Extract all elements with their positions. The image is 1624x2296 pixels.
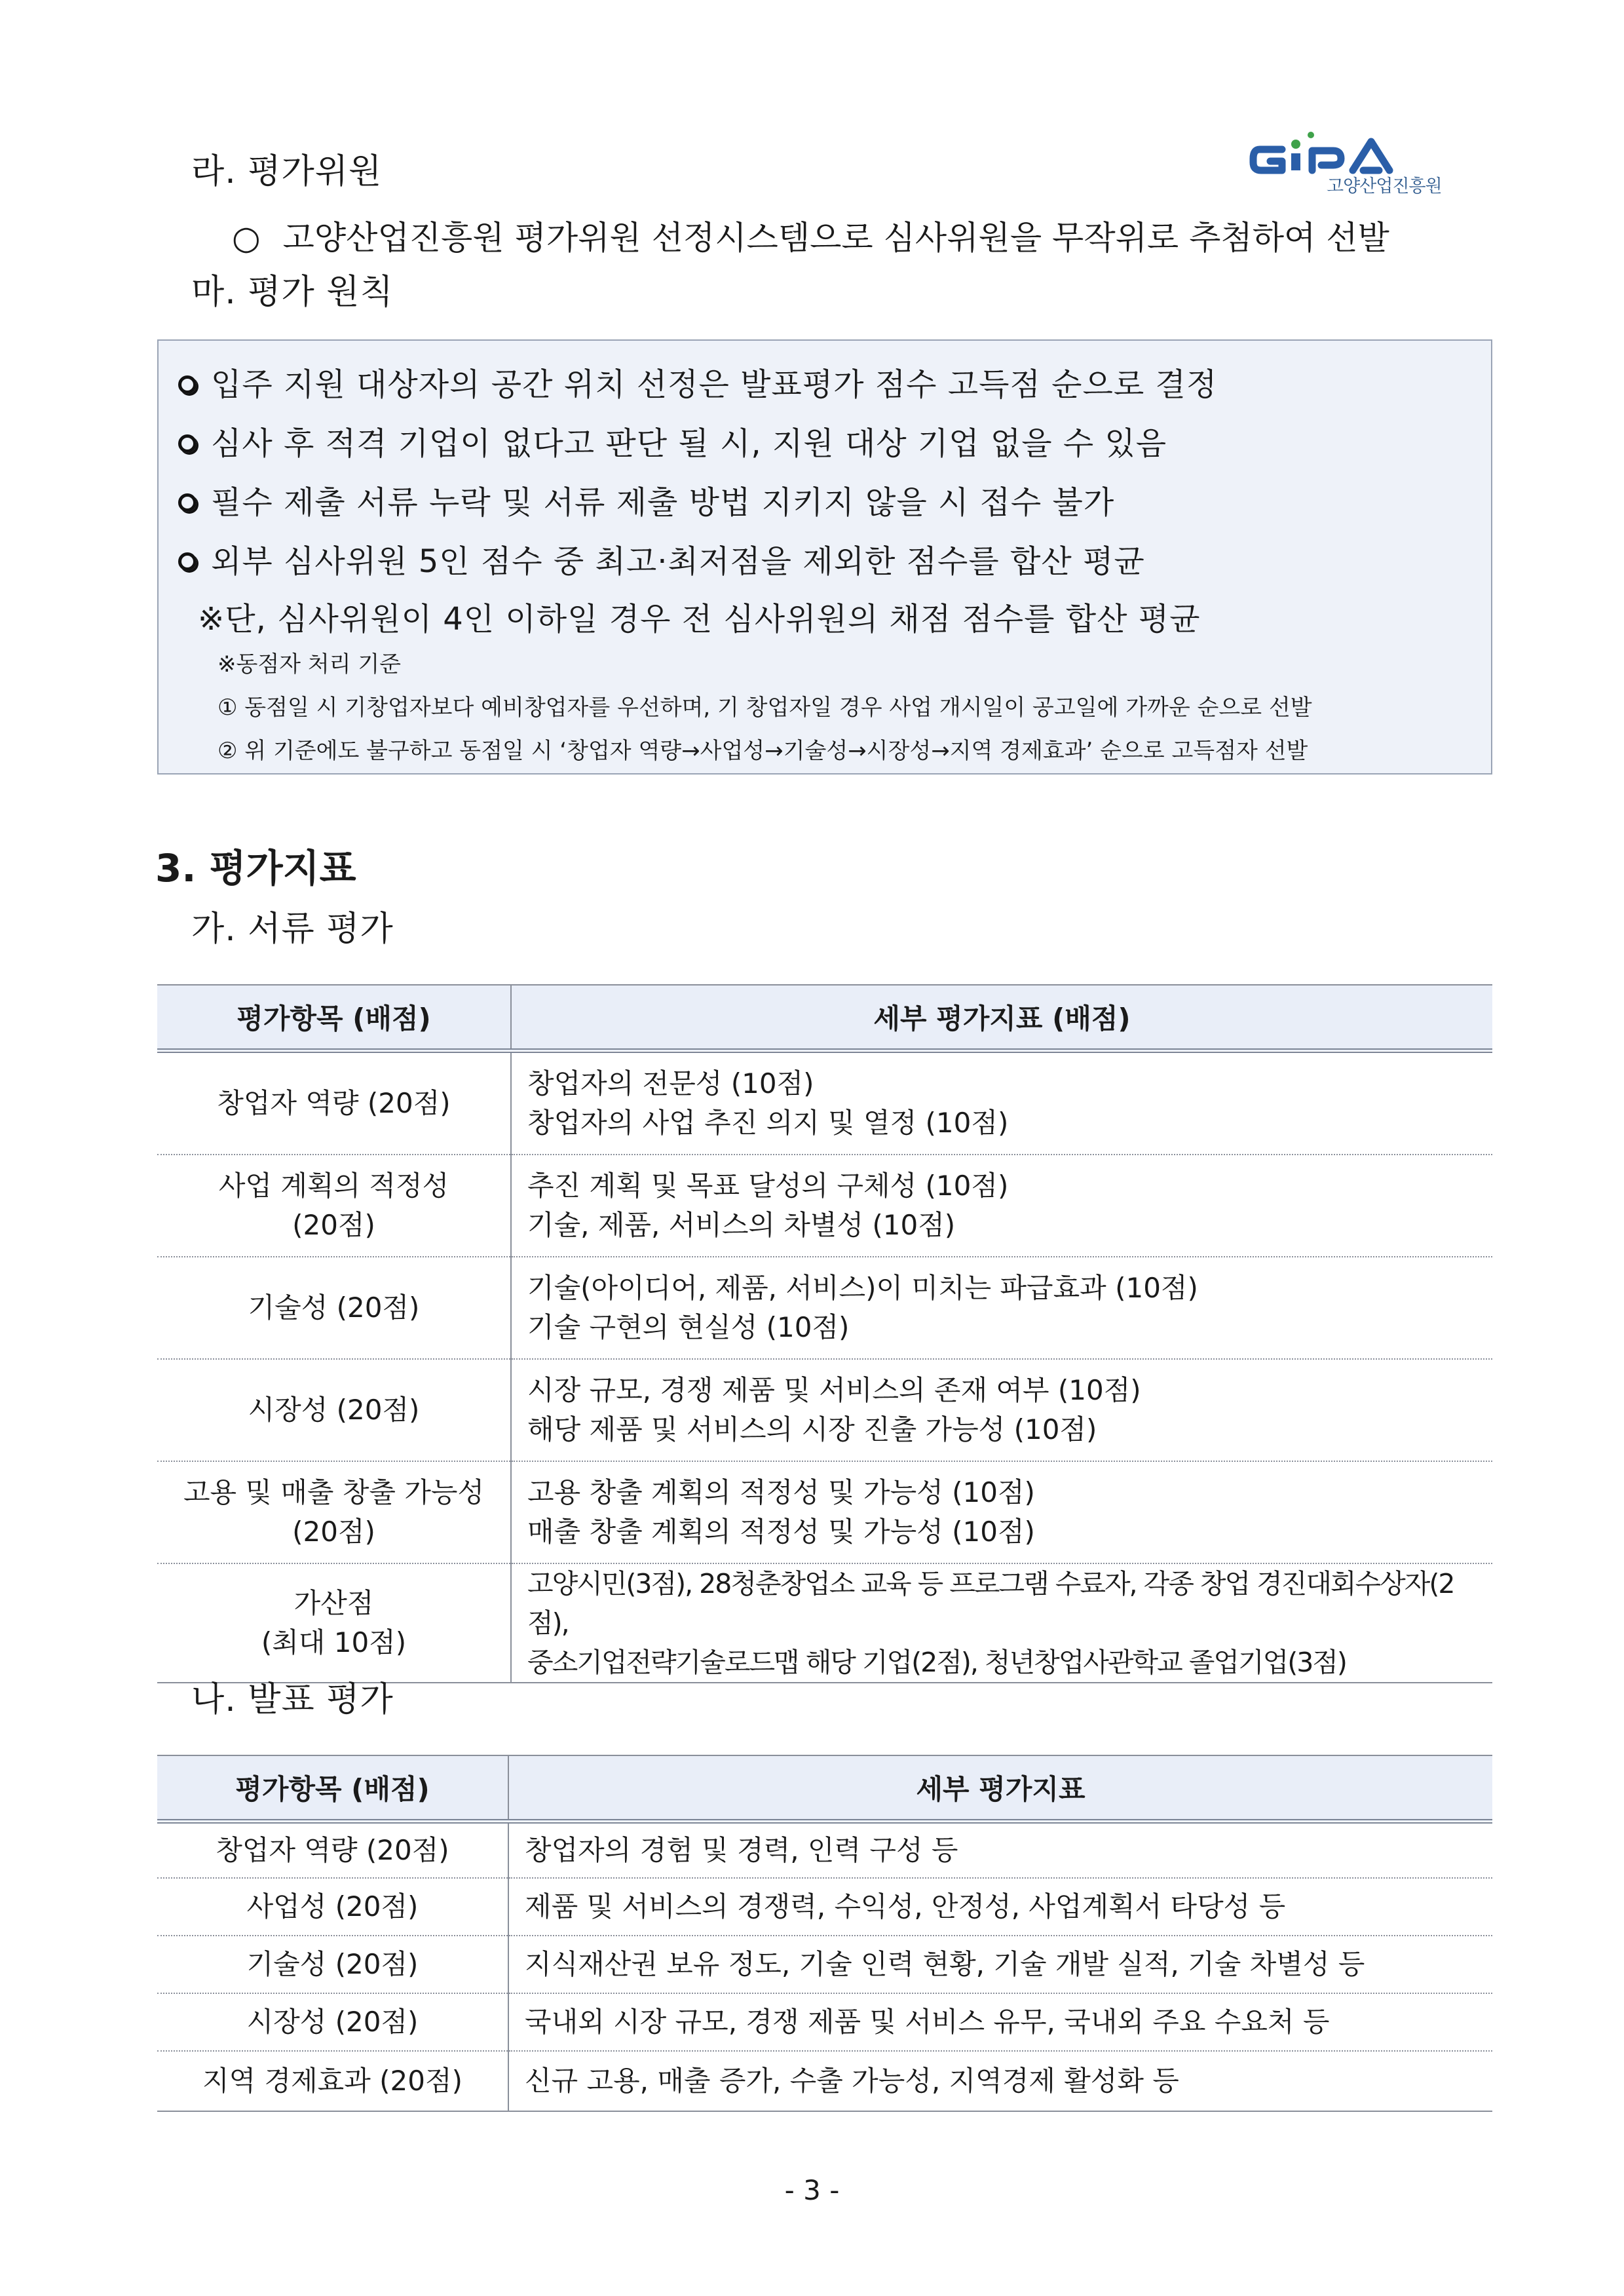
circle-bullet-icon: ○	[232, 219, 261, 257]
eval-item: 기술성 (20점)	[157, 1257, 511, 1359]
column-header: 평가항목 (배점)	[157, 985, 511, 1051]
eval-item: 사업성 (20점)	[157, 1878, 508, 1936]
presentation-eval-table	[157, 1755, 1492, 2112]
column-header: 세부 평가지표 (배점)	[511, 985, 1492, 1051]
eval-item: 고용 및 매출 창출 가능성 (20점)	[157, 1461, 511, 1563]
eval-detail: 신규 고용, 매출 증가, 수출 가능성, 지역경제 활성화 등	[508, 2051, 1492, 2111]
table-row	[157, 1051, 1492, 1155]
table-header-row	[157, 1755, 1492, 1822]
eval-item: 지역 경제효과 (20점)	[157, 2051, 508, 2111]
heading-document-eval: 가. 서류 평가	[191, 909, 394, 949]
table-row	[157, 1993, 1492, 2051]
table-row	[157, 1563, 1492, 1683]
heading-principles: 마. 평가 원칙	[191, 273, 394, 312]
shadowed-circle-bullet-icon	[178, 375, 197, 394]
tie-rule-title: ※동점자 처리 기준	[217, 651, 402, 678]
shadowed-circle-bullet-icon	[178, 493, 197, 512]
table-row	[157, 1936, 1492, 1993]
eval-item: 사업 계획의 적정성 (20점)	[157, 1155, 511, 1257]
principle-item: 외부 심사위원 5인 점수 중 최고·최저점을 제외한 점수를 합산 평균	[178, 536, 1145, 581]
table-row	[157, 1461, 1492, 1563]
principles-box	[157, 339, 1492, 775]
logo-org-name: 고양산업진흥원	[1327, 176, 1442, 197]
eval-detail: 국내외 시장 규모, 경쟁 제품 및 서비스 유무, 국내외 주요 수요처 등	[508, 1993, 1492, 2051]
eval-item: 창업자 역량 (20점)	[157, 1822, 508, 1878]
shadowed-circle-bullet-icon	[178, 434, 197, 453]
eval-details: 고용 창출 계획의 적정성 및 가능성 (10점) 매출 창출 계획의 적정성 및 가능성 (10점)	[511, 1461, 1492, 1563]
table-row	[157, 1155, 1492, 1257]
table-row	[157, 1257, 1492, 1359]
eval-item: 시장성 (20점)	[157, 1993, 508, 2051]
principle-item: 입주 지원 대상자의 공간 위치 선정은 발표평가 점수 고득점 순으로 결정	[178, 359, 1217, 404]
column-header: 평가항목 (배점)	[157, 1755, 508, 1822]
eval-item: 가산점 (최대 10점)	[157, 1563, 511, 1683]
section-title-eval-index: 3. 평가지표	[155, 846, 356, 890]
principle-item: 필수 제출 서류 누락 및 서류 제출 방법 지키지 않을 시 접수 불가	[178, 477, 1114, 522]
table-row	[157, 1359, 1492, 1461]
eval-item: 시장성 (20점)	[157, 1359, 511, 1461]
table-row	[157, 1822, 1492, 1878]
tie-rule-1: ① 동점일 시 기창업자보다 예비창업자를 우선하며, 기 창업자일 경우 사업 개시일이 공고일에 가까운 순으로 선발	[217, 695, 1312, 721]
principle-item: 심사 후 적격 기업이 없다고 판단 될 시, 지원 대상 기업 없을 수 있음	[178, 418, 1167, 463]
eval-details: 기술(아이디어, 제품, 서비스)이 미치는 파급효과 (10점) 기술 구현의 현실성 (10점)	[511, 1257, 1492, 1359]
table-row	[157, 2051, 1492, 2111]
eval-item: 창업자 역량 (20점)	[157, 1051, 511, 1155]
heading-evaluators: 라. 평가위원	[191, 152, 383, 191]
principle-note: ※단, 심사위원이 4인 이하일 경우 전 심사위원의 채점 점수를 합산 평균	[198, 601, 1201, 638]
column-header: 세부 평가지표	[508, 1755, 1492, 1822]
shadowed-circle-bullet-icon	[178, 552, 197, 571]
tie-rule-2: ② 위 기준에도 불구하고 동점일 시 ‘창업자 역량→사업성→기술성→시장성→지역 경제효과’ 순으로 고득점자 선발	[217, 738, 1308, 764]
eval-detail: 창업자의 경험 및 경력, 인력 구성 등	[508, 1822, 1492, 1878]
evaluator-selection-body: 고양산업진흥원 평가위원 선정시스템으로 심사위원을 무작위로 추첨하여 선발	[282, 219, 1389, 257]
evaluator-selection-text	[232, 219, 1389, 257]
heading-presentation-eval: 나. 발표 평가	[191, 1680, 394, 1719]
eval-details: 시장 규모, 경쟁 제품 및 서비스의 존재 여부 (10점) 해당 제품 및 서비스의 시장 진출 가능성 (10점)	[511, 1359, 1492, 1461]
eval-item: 기술성 (20점)	[157, 1936, 508, 1993]
eval-details: 추진 계획 및 목표 달성의 구체성 (10점) 기술, 제품, 서비스의 차별성 (10점)	[511, 1155, 1492, 1257]
gipa-logo	[1248, 124, 1484, 197]
document-eval-table	[157, 984, 1492, 1683]
table-header-row	[157, 985, 1492, 1051]
eval-detail: 지식재산권 보유 정도, 기술 인력 현황, 기술 개발 실적, 기술 차별성 등	[508, 1936, 1492, 1993]
eval-details: 고양시민(3점), 28청춘창업소 교육 등 프로그램 수료자, 각종 창업 경진대회수상자(2점), 중소기업전략기술로드맵 해당 기업(2점), 청년창업사관학교 졸업기업(3점)	[511, 1563, 1492, 1683]
table-row	[157, 1878, 1492, 1936]
page-number: - 3 -	[784, 2174, 840, 2206]
eval-details: 창업자의 전문성 (10점) 창업자의 사업 추진 의지 및 열정 (10점)	[511, 1051, 1492, 1155]
eval-detail: 제품 및 서비스의 경쟁력, 수익성, 안정성, 사업계획서 타당성 등	[508, 1878, 1492, 1936]
